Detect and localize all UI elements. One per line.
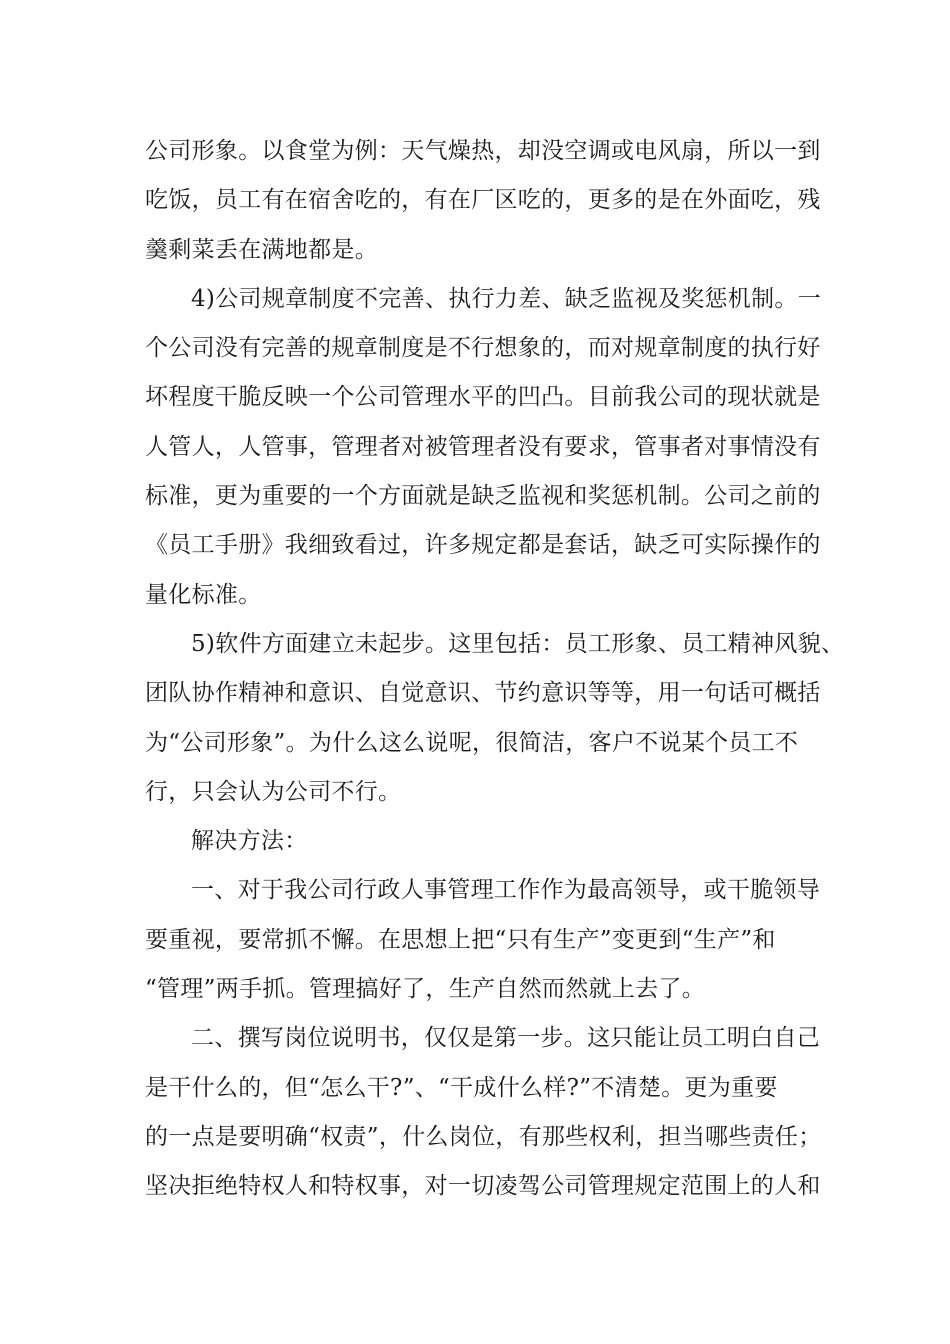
text-line: 《员工手册》我细致看过，许多规定都是套话，缺乏可实际操作的 (145, 532, 821, 559)
text-line: 行，只会认为公司不行。 (145, 778, 402, 805)
text-line: “管理”两手抓。管理搞好了，生产自然而然就上去了。 (145, 976, 706, 1003)
text-line: 坚决拒绝特权人和特权事，对一切凌驾公司管理规定范围上的人和 (145, 1173, 821, 1200)
paragraph-solution-1 (145, 866, 821, 1014)
paragraph-point-5 (145, 620, 845, 817)
text-line: 解决方法： (191, 828, 308, 855)
paragraph-solution-2 (145, 1014, 822, 1211)
document-body (145, 127, 845, 1212)
text-line: 为“公司形象”。为什么这么说呢，很简洁，客户不说某个员工不 (145, 729, 799, 756)
text-line: 公司形象。以食堂为例：天气燥热，却没空调或电风扇，所以一到 (145, 138, 821, 164)
text-line: 5)软件方面建立未起步。这里包括：员工形象、员工精神风貌、 (191, 630, 845, 657)
text-line: 要重视，要常抓不懈。在思想上把“只有生产”变更到“生产”和 (145, 926, 776, 953)
text-line: 的一点是要明确“权责”，什么岗位，有那些权利，担当哪些责任； (145, 1123, 822, 1150)
text-line: 二、撰写岗位说明书，仅仅是第一步。这只能让员工明白自己 (191, 1025, 821, 1052)
text-line: 团队协作精神和意识、自觉意识、节约意识等等，用一句话可概括 (145, 680, 821, 707)
paragraph-point-4 (145, 275, 822, 620)
text-line: 个公司没有完善的规章制度是不行想象的，而对规章制度的执行好 (145, 335, 821, 362)
text-line: 标准，更为重要的一个方面就是缺乏监视和奖惩机制。公司之前的 (145, 483, 821, 510)
text-line: 人管人，人管事，管理者对被管理者没有要求，管事者对事情没有 (145, 433, 821, 460)
text-line: 4)公司规章制度不完善、执行力差、缺乏监视及奖惩机制。一 (191, 285, 822, 312)
section-heading-solutions (145, 817, 810, 866)
text-line: 量化标准。 (145, 581, 262, 608)
text-line: 是干什么的，但“怎么干?”、“干成什么样?”不清楚。更为重要 (145, 1074, 778, 1101)
text-line: 一、对于我公司行政人事管理工作作为最高领导，或干脆领导 (191, 877, 821, 904)
paragraph-canteen-example (145, 127, 821, 275)
text-line: 羹剩菜丢在满地都是。 (145, 236, 378, 263)
text-line: 坏程度干脆反映一个公司管理水平的凹凸。目前我公司的现状就是 (145, 384, 821, 411)
text-line: 吃饭，员工有在宿舍吃的，有在厂区吃的，更多的是在外面吃，残 (145, 187, 821, 214)
